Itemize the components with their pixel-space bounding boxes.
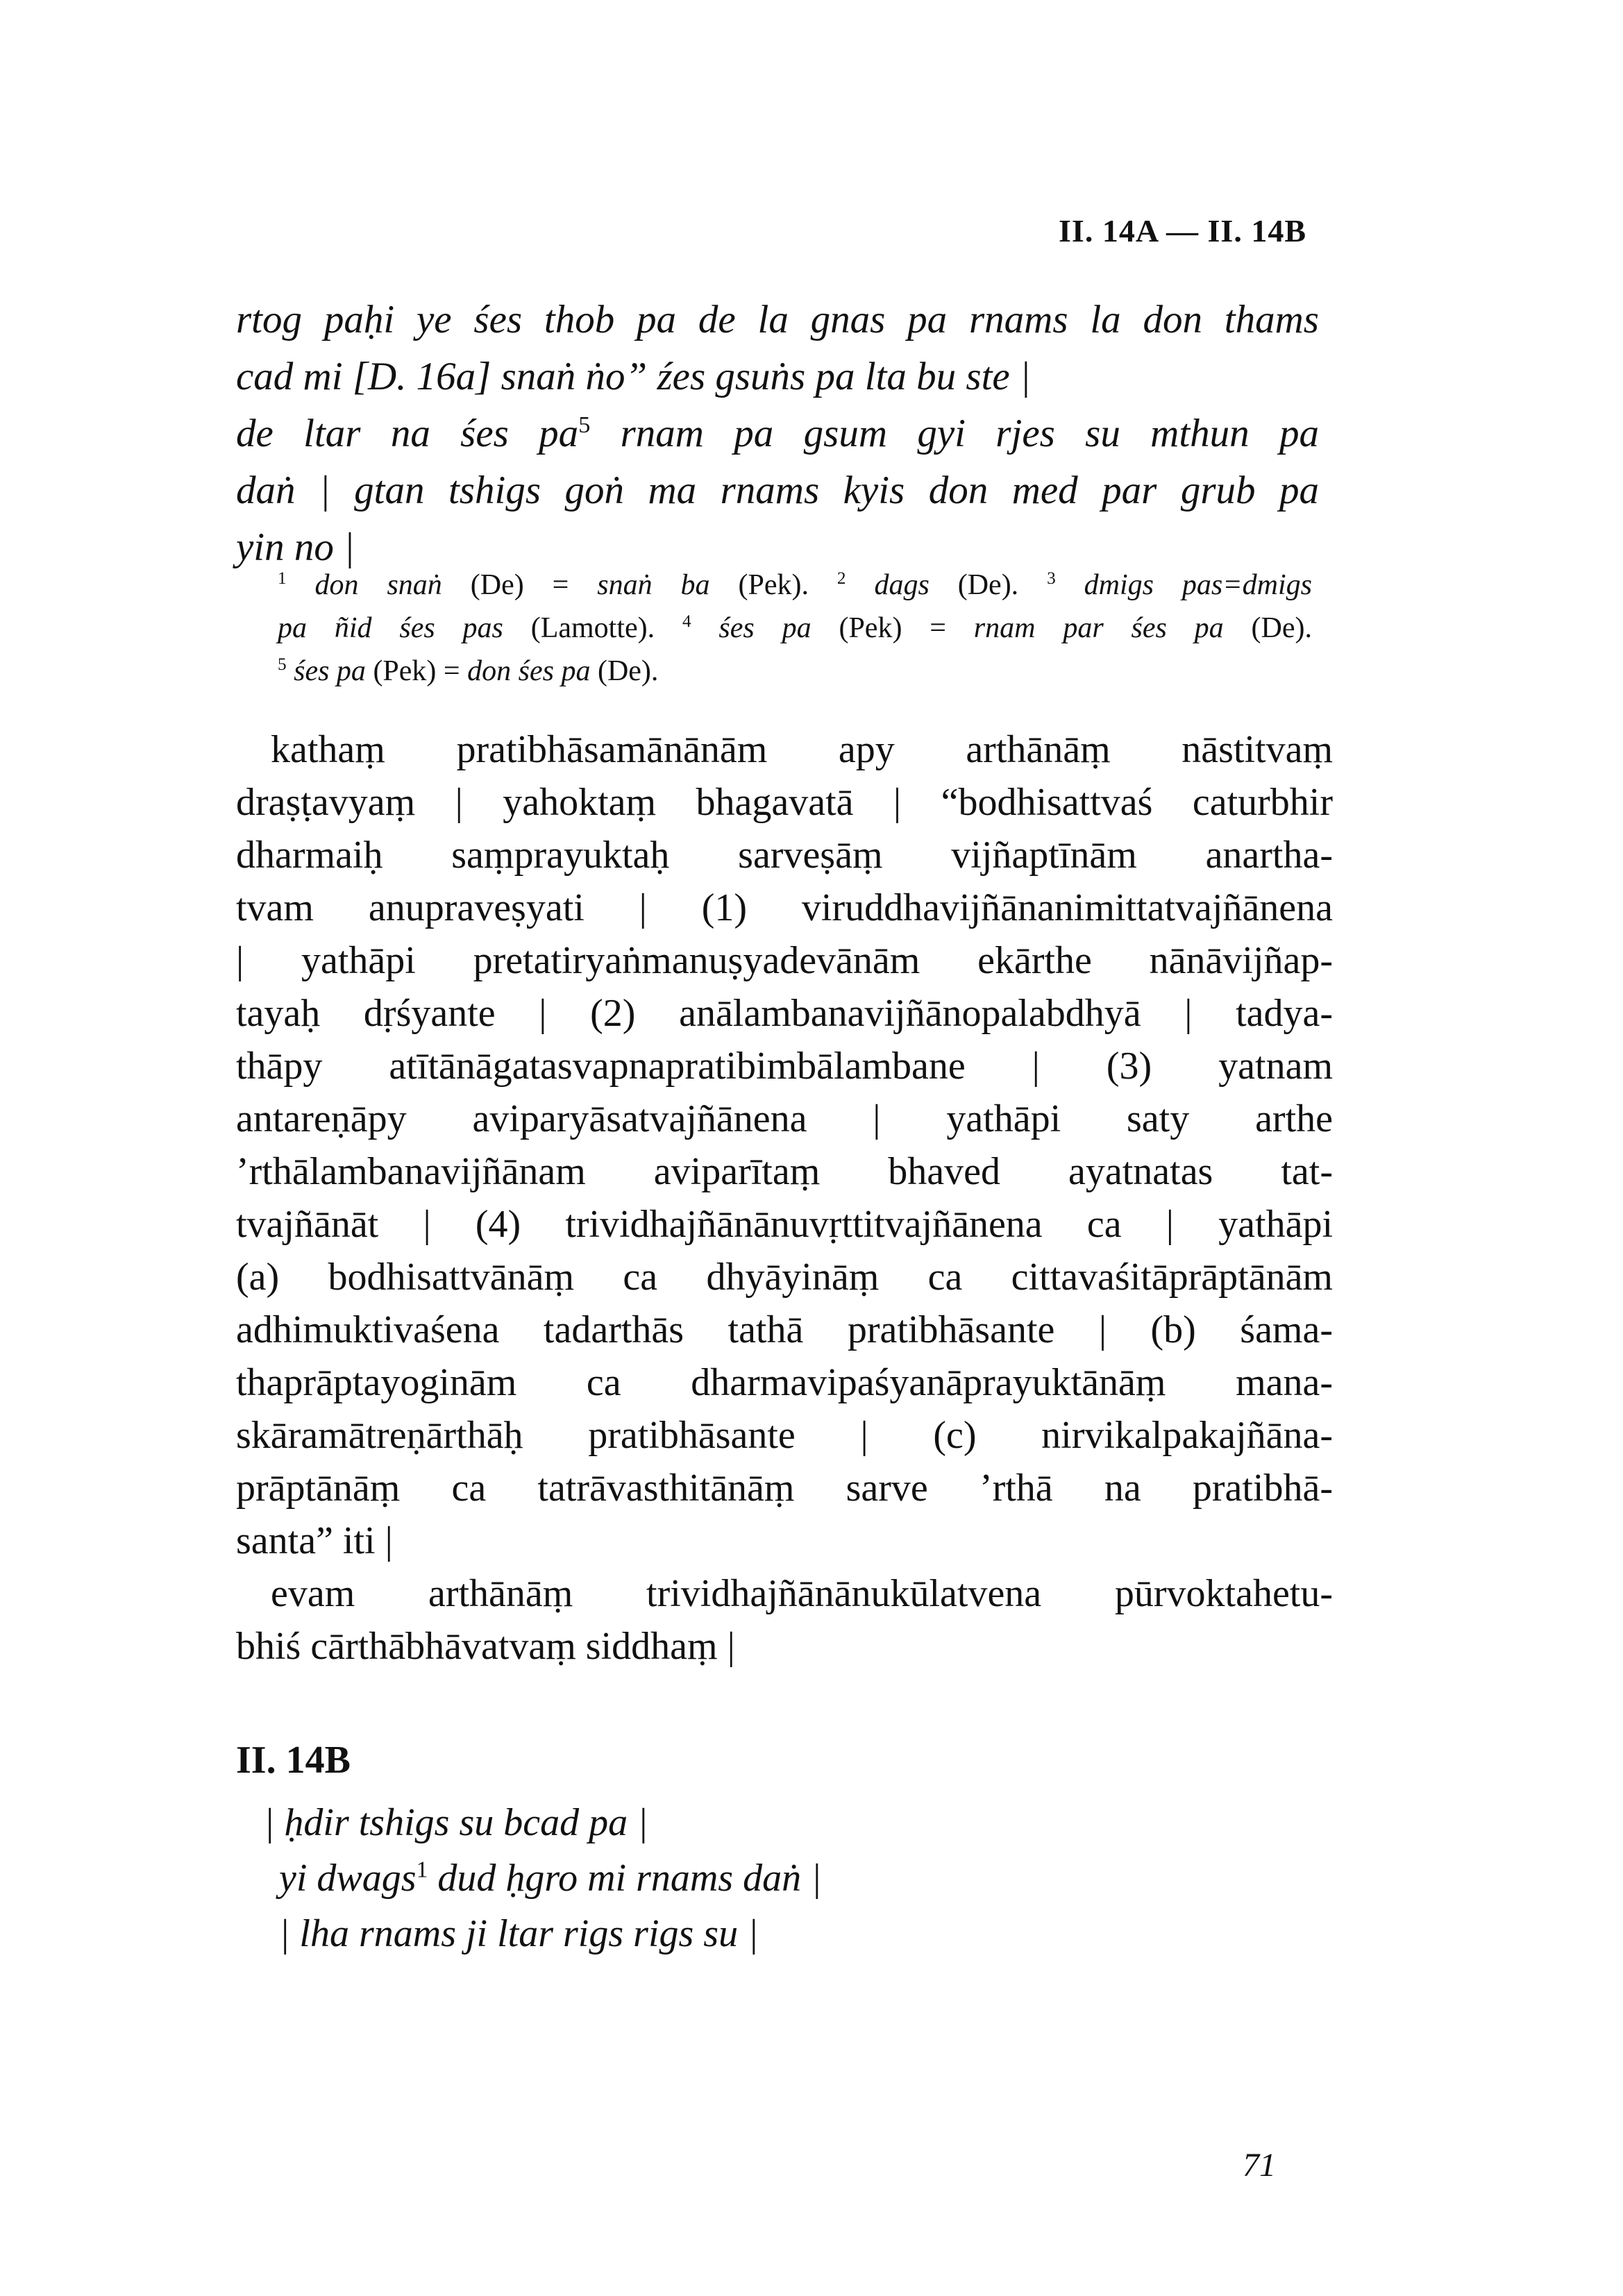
sanskrit-line: santa” iti | [236,1519,393,1562]
footnote-source: (De). [929,569,1048,601]
footnote-variant: don snaṅ [314,569,442,601]
footnote-source: (Pek) = [365,655,468,687]
tibetan-text: rnam pa gsum gyi rjes su mthun pa [590,412,1319,455]
sanskrit-line: prāptānāṃ ca tatrāvasthitānāṃ sarve ’rthā na pratibhā- [236,1467,1333,1510]
footnote-ref: 5 [578,412,591,438]
footnotes [278,564,1312,693]
footnote-ref: 1 [416,1857,428,1883]
sanskrit-text [236,723,1333,1673]
verse-line: | ḥdir tshigs su bcad pa | [264,1801,648,1844]
footnote-source: (De). [590,655,659,687]
tibetan-text: de ltar na śes pa [236,412,579,455]
sanskrit-line: tvam anupraveṣyati | (1) viruddhavijñānanimittatvajñānena [236,886,1333,929]
verse-line [264,1850,822,1906]
tibetan-line [236,405,1319,462]
sanskrit-line: skāramātreṇārthāḥ pratibhāsante | (c) nirvikalpakajñāna- [236,1414,1333,1457]
sanskrit-line: kathaṃ pratibhāsamānānām apy arthānāṃ nāstitvaṃ [271,728,1333,771]
footnote-mark: 5 [278,655,287,674]
footnote-variant: dmigs pas=dmigs [1084,569,1312,601]
sanskrit-line: bhiś cārthābhāvatvaṃ siddhaṃ | [236,1625,735,1668]
footnote-mark: 1 [278,569,287,588]
tibetan-verse [264,1795,822,1961]
sanskrit-line: tvajñānāt | (4) trividhajñānānuvṛttitvajñānena ca | yathāpi [236,1203,1333,1246]
footnote-variant: dags [874,569,930,601]
footnote-source: (Pek). [709,569,837,601]
section-heading: II. 14B [236,1739,351,1782]
sanskrit-line: draṣṭavyaṃ | yahoktaṃ bhagavatā | “bodhisattvaś caturbhir [236,781,1333,824]
sanskrit-line: thāpy atītānāgatasvapnapratibimbālambane | (3) yatnam [236,1045,1333,1088]
sanskrit-line: thaprāptayoginām ca dharmavipaśyanāprayuktānāṃ mana- [236,1361,1333,1404]
verse-text: yi dwags [279,1857,417,1900]
footnote-source: (Pek) = [811,612,974,644]
footnote-variant: śes pa [294,655,366,687]
footnote-mark: 4 [682,612,691,631]
sanskrit-line: antareṇāpy aviparyāsatvajñānena | yathāpi saty arthe [236,1097,1333,1140]
footnote-source: (De). [1223,612,1312,644]
footnote-mark: 3 [1047,569,1056,588]
running-head: II. 14A — II. 14B [1059,213,1306,248]
tibetan-line: rtog paḥi ye śes thob pa de la gnas pa rnams la don thams [236,298,1319,341]
tibetan-line: yin no | [236,525,355,569]
sanskrit-line: dharmaiḥ saṃprayuktaḥ sarveṣāṃ vijñaptīnām anartha- [236,834,1333,877]
footnote-variant: snaṅ ba [597,569,710,601]
footnote-source: (Lamotte). [503,612,682,644]
footnote-variant: śes pa [718,612,812,644]
footnote-variant: rnam par śes pa [973,612,1224,644]
footnote-variant: pa ñid śes pas [278,612,503,644]
footnote-line [278,564,1312,607]
verse-line: | lha rnams ji ltar rigs rigs su | [279,1912,759,1955]
page-number: 71 [1243,2147,1276,2184]
footnote-source: (De) = [442,569,598,601]
sanskrit-line: evam arthānāṃ trividhajñānānukūlatvena pūrvoktahetu- [271,1572,1333,1615]
footnote-line [278,650,1312,693]
sanskrit-line: (a) bodhisattvānāṃ ca dhyāyināṃ ca cittavaśitāprāptānām [236,1256,1333,1299]
footnote-line [278,607,1312,650]
tibetan-line: daṅ | gtan tshigs goṅ ma rnams kyis don med par grub pa [236,469,1319,512]
sanskrit-line: ’rthālambanavijñānam aviparītaṃ bhaved ayatnatas tat- [236,1150,1333,1193]
sanskrit-line: adhimuktivaśena tadarthās tathā pratibhāsante | (b) śama- [236,1308,1333,1351]
sanskrit-line: tayaḥ dṛśyante | (2) anālambanavijñānopalabdhyā | tadya- [236,992,1333,1035]
tibetan-prose [236,292,1319,576]
footnote-variant: don śes pa [467,655,591,687]
footnote-mark: 2 [836,569,846,588]
verse-text: dud ḥgro mi rnams daṅ | [428,1857,822,1900]
tibetan-line: cad mi [D. 16a] snaṅ ṅo” źes gsuṅs pa lta bu ste | [236,355,1031,398]
sanskrit-line: | yathāpi pretatiryaṅmanuṣyadevānām ekārthe nānāvijñap- [236,939,1333,982]
